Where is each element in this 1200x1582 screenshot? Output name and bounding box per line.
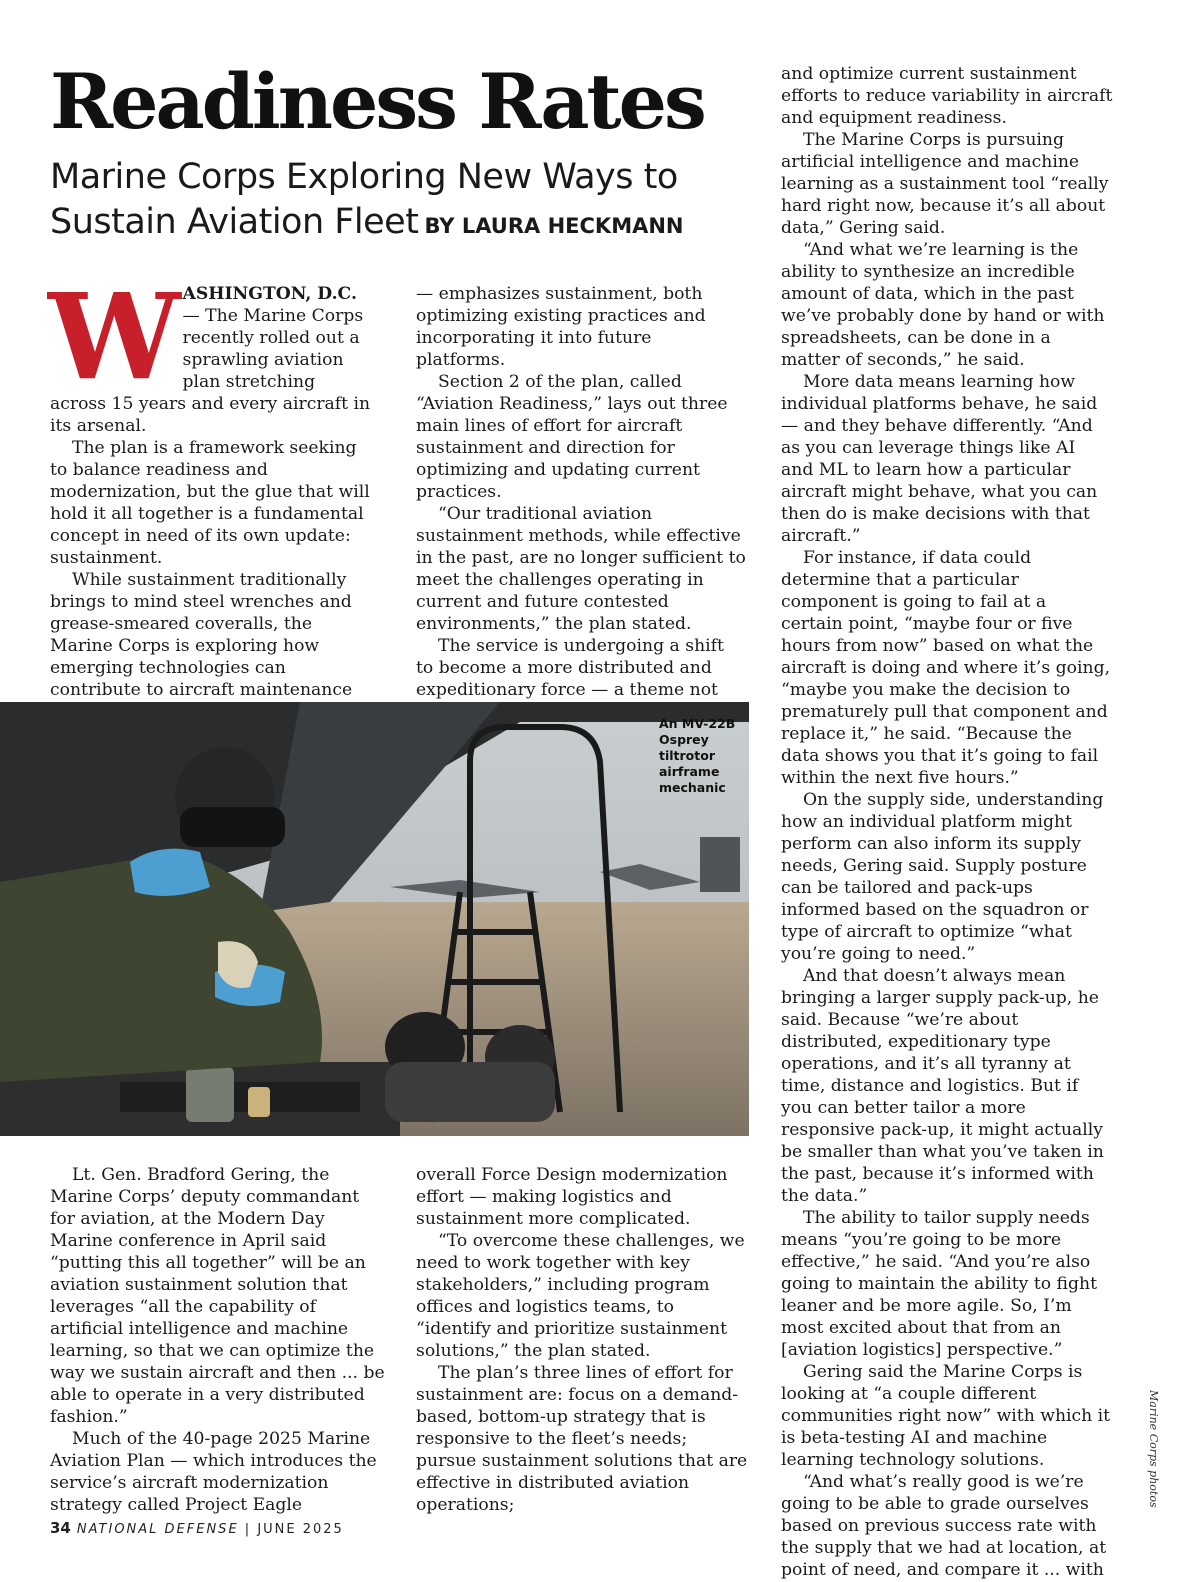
article-photo: [0, 702, 749, 1136]
paragraph: Gering said the Marine Corps is looking at “a couple different communities right now” with which it is beta-testing AI and machine learning technology solutions.: [781, 1362, 1111, 1470]
paragraph: and optimize current sustainment efforts to reduce variability in aircraft and equipment readiness.: [781, 64, 1113, 128]
byline: BY LAURA HECKMANN: [424, 214, 684, 238]
column-3: [781, 63, 1113, 1581]
headline: Readiness Rates: [50, 57, 704, 146]
paragraph: And that doesn’t always mean bringing a larger supply pack-up, he said. Because “we’re about distributed, expeditionary type operations, and it’s all tyranny at time, distance and logistics. But if you can better tailor a more responsive pack-up, it might actually be smaller than what you’ve taken in the past, because it’s informed with the data.”: [781, 966, 1104, 1206]
page-footer: [50, 1519, 344, 1537]
osprey-mechanic-photo: [0, 702, 749, 1136]
paragraph: overall Force Design modernization effort — making logistics and sustainment more complicated.: [416, 1165, 728, 1229]
deck-subtitle: [50, 155, 750, 249]
paragraph: The Marine Corps is pursuing artificial intelligence and machine learning as a sustainment tool “really hard right now, because it’s all about data,” Gering said.: [781, 130, 1109, 238]
column-1-top: [48, 267, 372, 723]
paragraph: The plan is a framework seeking to balance readiness and modernization, but the glue that will hold it all together is a fundamental concept in need of its own update: sustainment.: [50, 438, 370, 568]
column-2-bottom: [416, 1164, 748, 1516]
paragraph: — emphasizes sustainment, both optimizing existing practices and incorporating it into future platforms.: [416, 284, 706, 370]
paragraph: The ability to tailor supply needs means “you’re going to be more effective,” he said. “And you’re also going to maintain the ability to fight leaner and be more agile. So, I’m most excited about that from an [aviation logistics] perspective.”: [781, 1208, 1097, 1360]
photo-credit: Marine Corps photos: [1147, 1390, 1160, 1508]
paragraph: “And what we’re learning is the ability to synthesize an incredible amount of data, which in the past we’ve probably done by hand or with spreadsheets, can be done in a matter of seconds,” he said.: [781, 240, 1105, 370]
paragraph: Much of the 40-page 2025 Marine Aviation Plan — which introduces the service’s aircraft modernization strategy called Project Eagle: [50, 1429, 377, 1515]
drop-cap: W: [48, 267, 175, 406]
paragraph: Lt. Gen. Bradford Gering, the Marine Corps’ deputy commandant for aviation, at the Modern Day Marine conference in April said “putting this all together” will be an aviation sustainment solution that leverages “all the capability of artificial intelligence and machine learning, so that we can optimize the way we sustain aircraft and then ... be able to operate in a very distributed fashion.”: [50, 1165, 385, 1427]
lead-dateline: ASHINGTON, D.C.: [182, 284, 357, 304]
paragraph: “And what’s really good is we’re going to be able to grade ourselves based on previous success rate with the supply that we had at location, at point of need, and compare it ... with: [781, 1472, 1107, 1580]
deck-text: Marine Corps Exploring New Ways to Sustain Aviation Fleet: [50, 157, 678, 242]
paragraph: The plan’s three lines of effort for sustainment are: focus on a demand-based, bottom-up strategy that is responsive to the fleet’s needs; pursue sustainment solutions that are effective in distributed aviation operations;: [416, 1363, 748, 1515]
paragraph: More data means learning how individual platforms behave, he said — and they behave differently. “And as you can leverage things like AI and ML to learn how a particular aircraft might behave, what you can then do is make decisions with that aircraft.”: [781, 372, 1098, 546]
paragraph: For instance, if data could determine that a particular component is going to fail at a certain point, “maybe four or five hours from now” based on what the aircraft is doing and where it’s going, “maybe you make the decision to prematurely pull that component and replace it,” he said. “Because the data shows you that it’s going to fail within the next five hours.”: [781, 548, 1111, 788]
paragraph: Section 2 of the plan, called “Aviation Readiness,” lays out three main lines of effort for aircraft sustainment and direction for optimizing and updating current practices.: [416, 372, 728, 502]
paragraph: The service is undergoing a shift to become a more distributed and expeditionary force — a theme not: [416, 636, 724, 700]
issue-date: JUNE 2025: [257, 1522, 344, 1537]
paragraph: “Our traditional aviation sustainment methods, while effective in the past, are no longer sufficient to meet the challenges operating in current and future contested environments,” the plan stated.: [416, 504, 746, 634]
magazine-name: NATIONAL DEFENSE: [76, 1522, 239, 1537]
paragraph: “To overcome these challenges, we need to work together with key stakeholders,” including program offices and logistics teams, to “identify and prioritize sustainment solutions,” the plan stated.: [416, 1231, 745, 1361]
footer-separator: |: [244, 1522, 252, 1537]
page-number: 34: [50, 1519, 71, 1537]
column-1-bottom: [50, 1164, 386, 1516]
paragraph: On the supply side, understanding how an individual platform might perform can also inform its supply needs, Gering said. Supply posture can be tailored and pack-ups informed based on the squadron or type of aircraft to optimize “what you’re going to need.”: [781, 790, 1104, 964]
column-2-top: [416, 283, 746, 723]
photo-caption: An MV-22B Osprey tiltrotor airframe mechanic: [659, 716, 736, 795]
lead-text: — The Marine Corps recently rolled out a sprawling aviation plan stretching across 15 years and every aircraft in its arsenal.: [50, 306, 371, 436]
paragraph: While sustainment traditionally brings to mind steel wrenches and grease-smeared coveralls, the Marine Corps is exploring how emerging technologies can contribute to aircraft maintenance: [50, 570, 353, 700]
